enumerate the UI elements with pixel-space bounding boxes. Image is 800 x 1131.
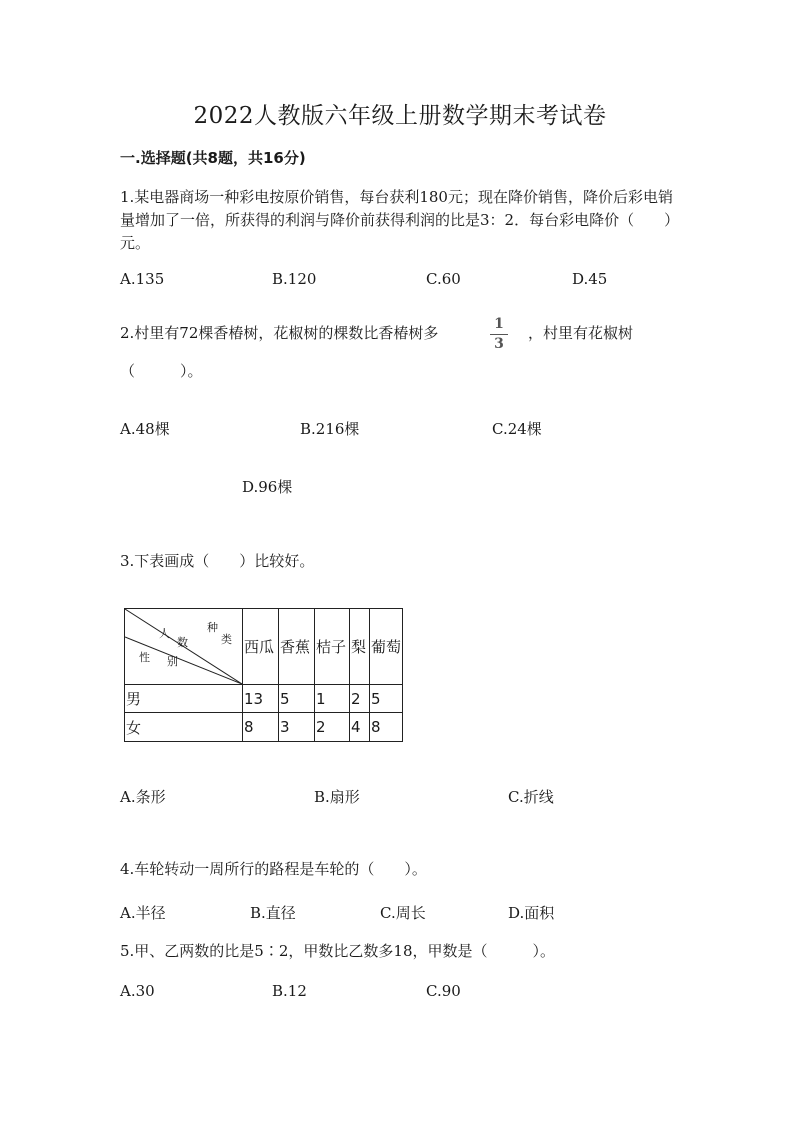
q1-option-c[interactable]: C.60	[426, 270, 461, 288]
table-cell: 8	[370, 713, 403, 742]
table-col-header: 葡萄	[370, 609, 403, 685]
fraction-one-third	[490, 316, 508, 353]
question-5-stem: 5.甲、乙两数的比是5∶2，甲数比乙数多18，甲数是（ ）。	[120, 942, 555, 960]
fraction-numerator: 1	[494, 316, 504, 332]
q2-option-c[interactable]: C.24棵	[492, 420, 542, 438]
q4-option-a[interactable]: A.半径	[120, 904, 166, 922]
table-col-header: 香蕉	[279, 609, 315, 685]
q4-option-c[interactable]: C.周长	[380, 904, 426, 922]
table-cell: 2	[350, 685, 370, 713]
table-col-header: 桔子	[315, 609, 350, 685]
q5-option-b[interactable]: B.12	[272, 982, 307, 1000]
header-label-people: 人	[159, 627, 170, 640]
table-col-header: 西瓜	[243, 609, 279, 685]
table-cell: 3	[279, 713, 315, 742]
table-cell: 4	[350, 713, 370, 742]
q2-option-b[interactable]: B.216棵	[300, 420, 360, 438]
q1-option-b[interactable]: B.120	[272, 270, 317, 288]
q4-option-b[interactable]: B.直径	[250, 904, 296, 922]
header-label-count: 数	[177, 636, 188, 649]
table-cell: 5	[370, 685, 403, 713]
q2-option-a[interactable]: A.48棵	[120, 420, 170, 438]
data-table	[124, 608, 403, 742]
header-label-kind: 种	[207, 621, 218, 634]
table-row	[125, 713, 403, 742]
section-heading: 一.选择题(共8题，共16分)	[120, 149, 306, 167]
table-diagonal-header	[125, 609, 243, 685]
table-header-row	[125, 609, 403, 685]
q2-option-d[interactable]: D.96棵	[242, 478, 293, 496]
question-2-stem-line2: （ ）。	[120, 362, 203, 380]
q1-option-d[interactable]: D.45	[572, 270, 608, 288]
q1-option-a[interactable]: A.135	[120, 270, 165, 288]
q5-option-a[interactable]: A.30	[120, 982, 155, 1000]
table-cell: 5	[279, 685, 315, 713]
header-label-gender: 性	[139, 651, 150, 664]
question-4-stem: 4.车轮转动一周所行的路程是车轮的（ ）。	[120, 860, 427, 878]
q3-option-c[interactable]: C.折线	[508, 788, 554, 806]
fraction-denominator: 3	[494, 336, 504, 352]
table-cell: 1	[315, 685, 350, 713]
q3-option-b[interactable]: B.扇形	[314, 788, 360, 806]
q3-option-a[interactable]: A.条形	[120, 788, 166, 806]
table-cell: 2	[315, 713, 350, 742]
table-cell: 8	[243, 713, 279, 742]
question-2-stem-part1: 2.村里有72棵香椿树，花椒树的棵数比香椿树多	[120, 324, 439, 342]
table-row-label: 女	[125, 713, 243, 742]
q5-option-c[interactable]: C.90	[426, 982, 461, 1000]
table-cell: 13	[243, 685, 279, 713]
table-row	[125, 685, 403, 713]
page-title: 2022人教版六年级上册数学期末考试卷	[193, 103, 607, 129]
question-1-stem: 1.某电器商场一种彩电按原价销售，每台获利180元；现在降价销售，降价后彩电销量增加了一倍，所获得的利润与降价前获得利润的比是3：2．每台彩电降价（ ）元。	[120, 188, 680, 252]
fraction-bar	[490, 334, 508, 335]
table-col-header: 梨	[350, 609, 370, 685]
q4-option-d[interactable]: D.面积	[508, 904, 555, 922]
question-3-stem: 3.下表画成（ ）比较好。	[120, 552, 315, 570]
table-row-label: 男	[125, 685, 243, 713]
header-label-sex2: 别	[167, 655, 178, 668]
header-label-kind2: 类	[221, 633, 232, 646]
question-2-stem-part2: ，村里有花椒树	[528, 324, 634, 342]
